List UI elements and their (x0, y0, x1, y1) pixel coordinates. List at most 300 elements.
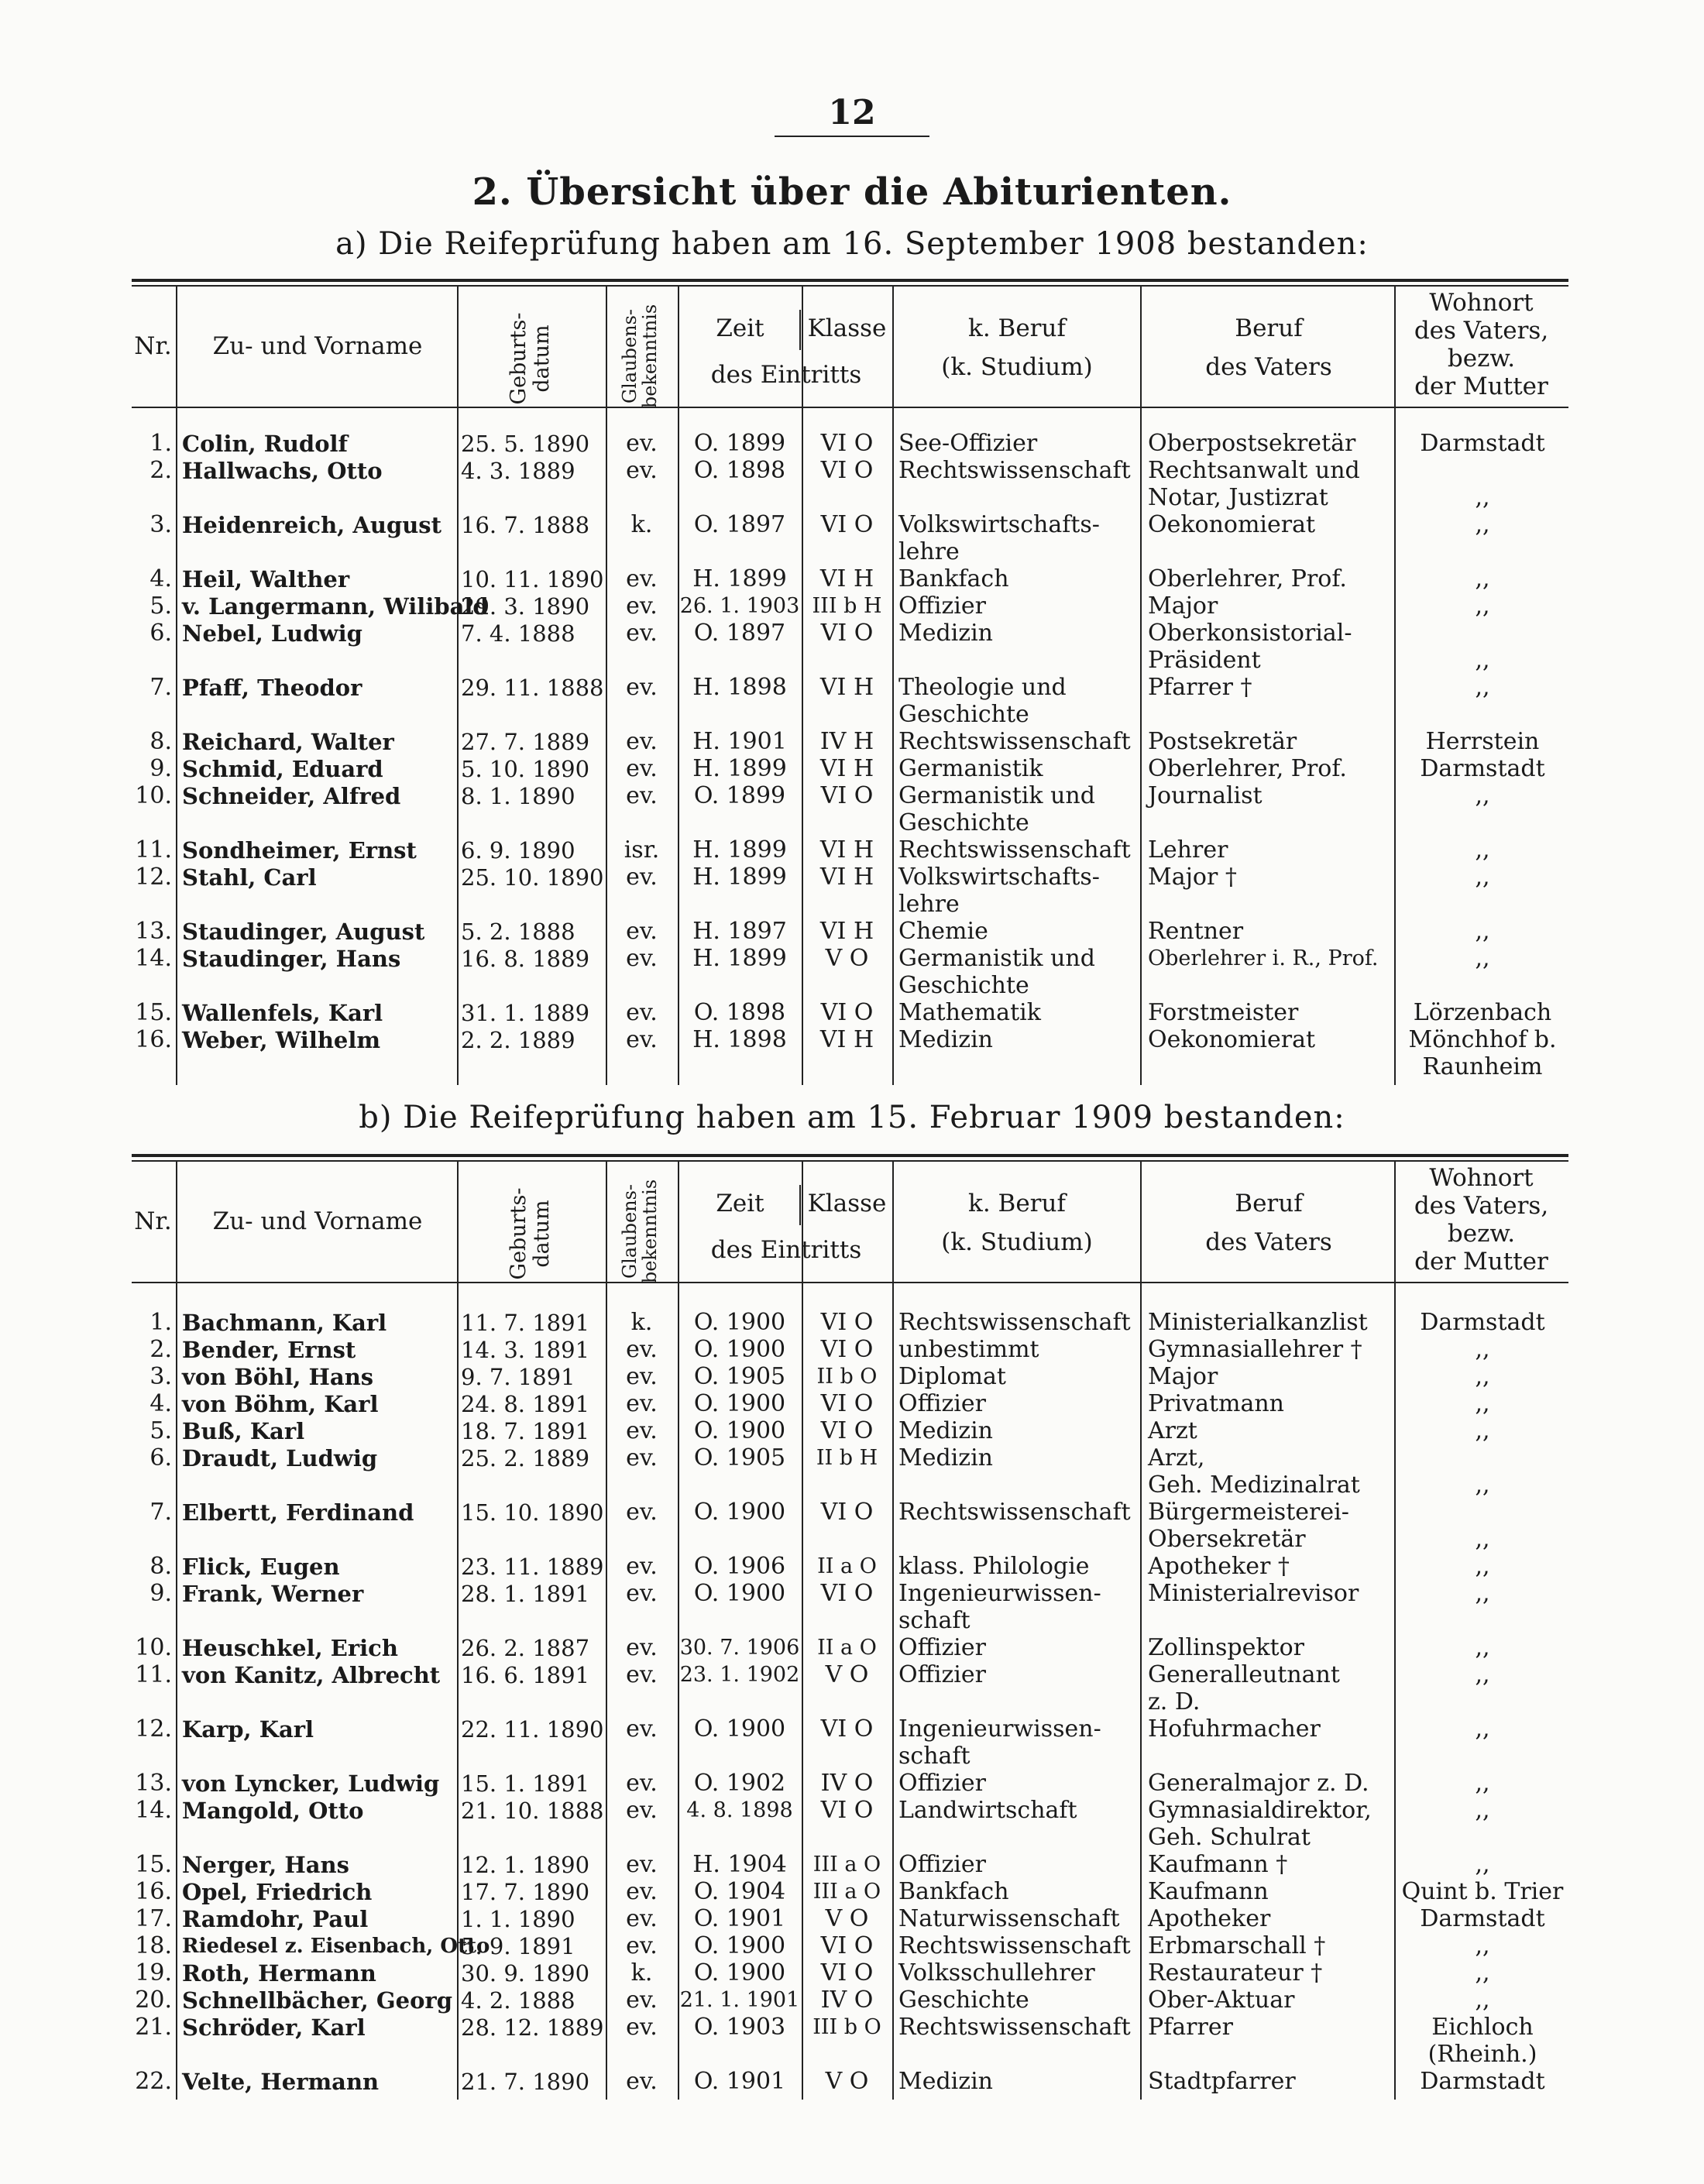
table-b-row-birth: 26. 2. 1887 (461, 1635, 590, 1661)
table-b-row-name: Bachmann, Karl (182, 1310, 387, 1336)
table-b-row-vater: Ober-Aktuar (1148, 1987, 1295, 2014)
table-a-col-line (892, 287, 894, 1085)
table-a-row-conf: ev. (626, 918, 658, 945)
table-b-row-birth: 22. 11. 1890 (461, 1716, 604, 1743)
table-b-row-wohn: Darmstadt (1420, 2068, 1545, 2095)
table-a-row-birth: 31. 1. 1889 (461, 1000, 590, 1026)
table-b-row-name: von Kanitz, Albrecht (182, 1662, 441, 1688)
table-b-row-beruf: schaft (898, 1743, 971, 1770)
table-b-row-zeit: O. 1900 (693, 1336, 786, 1363)
table-b-row-zeit: 23. 1. 1902 (679, 1663, 800, 1687)
table-b-row-beruf: Offizier (898, 1390, 986, 1417)
table-b-header-vater-2: des Vaters (1205, 1228, 1332, 1256)
table-b-row-name: Heuschkel, Erich (182, 1635, 398, 1661)
table-a-row-birth: 27. 7. 1889 (461, 729, 590, 755)
table-b-row-zeit: O. 1905 (693, 1444, 786, 1471)
table-a-row-nr: 15. (135, 999, 172, 1026)
table-b-row-zeit: O. 1900 (693, 1309, 786, 1336)
table-b-row-klasse: VI O (820, 1959, 874, 1987)
table-a-row-beruf: Rechtswissenschaft (898, 457, 1131, 484)
table-a-row-zeit: O. 1897 (693, 511, 786, 538)
table-b-header-vater-1: Beruf (1235, 1190, 1303, 1217)
table-a-row-conf: ev. (626, 945, 658, 972)
table-a-row-conf: ev. (626, 565, 658, 592)
table-a-row-zeit: O. 1897 (693, 620, 786, 647)
table-a-row-zeit: H. 1899 (692, 864, 787, 891)
table-a-row-name: Schmid, Eduard (182, 756, 383, 782)
table-a-row-nr: 6. (149, 620, 172, 647)
table-a-header-beruf-2: (k. Studium) (941, 353, 1093, 381)
table-b-row-conf: ev. (626, 1715, 658, 1743)
table-b-row-conf: ev. (626, 1336, 658, 1363)
table-a-row-conf: ev. (626, 1026, 658, 1053)
table-b-row-name: Roth, Hermann (182, 1960, 376, 1987)
table-a-row-vater: Journalist (1148, 782, 1263, 809)
table-b-row-birth: 25. 2. 1889 (461, 1445, 590, 1471)
table-b-row-conf: ev. (626, 1580, 658, 1607)
table-a-row-vater: Pfarrer † (1148, 674, 1252, 701)
table-a-row-zeit: H. 1899 (692, 945, 787, 972)
table-a-row-nr: 9. (149, 755, 172, 782)
table-b-row-klasse: II b O (816, 1365, 878, 1389)
table-b-row-vater: Gymnasialdirektor, (1148, 1797, 1372, 1824)
table-b-row-birth: 28. 1. 1891 (461, 1581, 590, 1607)
table-a-row-beruf: Germanistik und (898, 782, 1095, 809)
table-a-row-conf: k. (630, 511, 653, 538)
table-b-row-vater: Privatmann (1148, 1390, 1284, 1417)
table-b-header-rule (132, 1282, 1568, 1283)
table-a-row-zeit: H. 1899 (692, 755, 787, 782)
table-a-row-nr: 7. (149, 674, 172, 701)
table-b-row-zeit: O. 1900 (693, 1932, 786, 1959)
table-b-row-wohn: ,, (1475, 1580, 1490, 1607)
table-b-row-klasse: VI O (820, 1417, 874, 1444)
table-a-header-vater-1: Beruf (1235, 314, 1303, 342)
table-a-row-wohn: Raunheim (1422, 1053, 1543, 1080)
table-a-row-beruf: Medizin (898, 1026, 993, 1053)
table-b-header-birth: Geburts- datum (507, 1187, 554, 1280)
table-b-row-nr: 3. (149, 1363, 172, 1390)
table-a-row-vater: Postsekretär (1148, 728, 1297, 755)
table-b-row-wohn: Darmstadt (1420, 1905, 1545, 1932)
table-b-row-beruf: Ingenieurwissen- (898, 1715, 1101, 1743)
table-b-row-conf: ev. (626, 1390, 658, 1417)
table-b-row-wohn: ,, (1475, 1634, 1490, 1661)
table-b-row-beruf: Geschichte (898, 1987, 1029, 2014)
table-b-row-klasse: III a O (812, 1880, 881, 1904)
table-b-row-name: Draudt, Ludwig (182, 1445, 378, 1471)
table-b-row-wohn: Eichloch (1431, 2014, 1534, 2041)
table-b-row-beruf: Offizier (898, 1770, 986, 1797)
table-b-row-zeit: O. 1903 (693, 2014, 786, 2041)
table-a-row-birth: 5. 10. 1890 (461, 756, 590, 782)
table-b-row-beruf: Medizin (898, 1417, 993, 1444)
table-b-header-zeit-sep (799, 1185, 801, 1225)
table-b-row-name: von Böhl, Hans (182, 1364, 374, 1390)
table-b-row-vater: Erbmarschall † (1148, 1932, 1326, 1959)
table-b-row-klasse: IV O (820, 1770, 874, 1797)
table-a-row-vater: Oekonomierat (1148, 1026, 1316, 1053)
table-b-header-conf: Glaubens- bekenntnis (619, 1179, 661, 1284)
table-b-row-name: Mangold, Otto (182, 1798, 364, 1824)
table-b-row-zeit: O. 1900 (693, 1417, 786, 1444)
table-a-row-zeit: H. 1897 (692, 918, 787, 945)
table-b-row-wohn: ,, (1475, 1390, 1490, 1417)
table-b-row-wohn: ,, (1475, 1336, 1490, 1363)
table-b-row-name: von Böhm, Karl (182, 1391, 379, 1417)
table-b-row-vater: Generalleutnant (1148, 1661, 1340, 1688)
table-b-row-nr: 4. (149, 1390, 172, 1417)
table-b-row-beruf: Bankfach (898, 1878, 1009, 1905)
table-b-row-wohn: ,, (1475, 1959, 1490, 1987)
table-b-row-klasse: VI O (820, 1336, 874, 1363)
table-b-row-klasse: VI O (820, 1309, 874, 1336)
table-a-row-beruf: Chemie (898, 918, 988, 945)
table-a-header-name: Zu- und Vorname (212, 332, 423, 360)
table-a-row-name: Wallenfels, Karl (182, 1000, 383, 1026)
table-a-row-wohn: Mönchhof b. (1408, 1026, 1557, 1053)
table-a-row-vater: Rechtsanwalt und (1148, 457, 1360, 484)
table-b-row-klasse: V O (825, 1661, 869, 1688)
table-b-row-beruf: schaft (898, 1607, 971, 1634)
table-b-row-nr: 13. (135, 1770, 172, 1797)
table-a-header-eintritt: des Eintritts (710, 361, 862, 389)
table-a-row-beruf: lehre (898, 538, 960, 565)
table-b-row-beruf: Ingenieurwissen- (898, 1580, 1101, 1607)
table-b-row-wohn: ,, (1475, 1932, 1490, 1959)
table-b-row-wohn: ,, (1475, 1797, 1490, 1824)
table-a-row-birth: 2. 2. 1889 (461, 1027, 575, 1053)
table-b-row-zeit: O. 1905 (693, 1363, 786, 1390)
table-b-row-birth: 12. 1. 1890 (461, 1852, 590, 1878)
table-a-row-birth: 10. 11. 1890 (461, 566, 604, 592)
table-a-row-nr: 16. (135, 1026, 172, 1053)
table-a-row-birth: 25. 10. 1890 (461, 864, 604, 891)
table-b-row-beruf: Offizier (898, 1851, 986, 1878)
table-b-row-name: Ramdohr, Paul (182, 1906, 369, 1932)
table-b-row-name: Frank, Werner (182, 1581, 364, 1607)
table-b-row-conf: ev. (626, 1987, 658, 2014)
table-b-row-vater: Pfarrer (1148, 2014, 1233, 2041)
table-a-row-nr: 1. (149, 430, 172, 457)
table-a-header-beruf-1: k. Beruf (968, 314, 1066, 342)
table-b-row-zeit: H. 1904 (692, 1851, 787, 1878)
table-a-row-vater: Lehrer (1148, 836, 1228, 864)
table-b-row-zeit: O. 1900 (693, 1499, 786, 1526)
table-b-row-conf: ev. (626, 1363, 658, 1390)
table-a-row-vater: Präsident (1148, 647, 1261, 674)
table-b-row-zeit: O. 1904 (693, 1878, 786, 1905)
table-b-row-klasse: II b H (816, 1446, 878, 1470)
table-b-row-klasse: VI O (820, 1797, 874, 1824)
table-b-row-wohn: ,, (1475, 1770, 1490, 1797)
table-a-row-beruf: Rechtswissenschaft (898, 836, 1131, 864)
table-a-row-beruf: Rechtswissenschaft (898, 728, 1131, 755)
table-b-row-vater: Stadtpfarrer (1148, 2068, 1296, 2095)
table-b-row-klasse: VI O (820, 1390, 874, 1417)
table-b-row-nr: 14. (135, 1797, 172, 1824)
table-a-row-beruf: Geschichte (898, 701, 1029, 728)
table-b-row-nr: 6. (149, 1444, 172, 1471)
table-a-row-wohn: ,, (1475, 674, 1490, 701)
table-a-row-wohn: Lörzenbach (1413, 999, 1552, 1026)
table-a-row-wohn: ,, (1475, 945, 1490, 972)
table-a-row-vater: Oberlehrer, Prof. (1148, 565, 1347, 592)
table-b-row-wohn: ,, (1475, 1471, 1490, 1499)
table-a-row-klasse: III b H (812, 594, 882, 618)
table-a-row-birth: 8. 1. 1890 (461, 783, 575, 809)
table-a-header-zeit: Zeit (716, 314, 764, 342)
table-b-row-nr: 22. (135, 2068, 172, 2095)
table-b-row-name: Schnellbächer, Georg (182, 1987, 452, 2014)
table-b-row-birth: 15. 1. 1891 (461, 1770, 590, 1797)
table-b-row-wohn: ,, (1475, 1661, 1490, 1688)
table-a-header-wohn1: Wohnort (1429, 289, 1534, 317)
table-a-row-conf: ev. (626, 592, 658, 620)
table-b-row-vater: Ministerialrevisor (1148, 1580, 1359, 1607)
table-a-row-klasse: VI O (820, 999, 874, 1026)
table-b-row-birth: 15. 10. 1890 (461, 1499, 604, 1526)
table-b-row-beruf: Naturwissenschaft (898, 1905, 1120, 1932)
table-b-row-beruf: unbestimmt (898, 1336, 1039, 1363)
table-a-row-birth: 7. 4. 1888 (461, 620, 575, 647)
table-b-row-zeit: O. 1900 (693, 1715, 786, 1743)
table-a-row-zeit: H. 1901 (692, 728, 787, 755)
table-a-row-conf: ev. (626, 999, 658, 1026)
table-b-row-birth: 1. 1. 1890 (461, 1906, 575, 1932)
table-a-row-conf: isr. (624, 836, 660, 864)
table-a-row-vater: Oberlehrer i. R., Prof. (1148, 946, 1379, 970)
table-b-row-beruf: Rechtswissenschaft (898, 1309, 1131, 1336)
table-a-row-klasse: IV H (819, 728, 874, 755)
table-a-header-nr: Nr. (134, 332, 172, 360)
table-b-row-nr: 19. (135, 1959, 172, 1987)
table-b-row-conf: ev. (626, 1932, 658, 1959)
table-a-row-beruf: Geschichte (898, 972, 1029, 999)
table-b-row-zeit: O. 1902 (693, 1770, 786, 1797)
table-b-row-klasse: II a O (817, 1636, 877, 1660)
table-a-row-beruf: Mathematik (898, 999, 1041, 1026)
table-b-header-klasse: Klasse (807, 1190, 887, 1217)
table-a-row-birth: 4. 3. 1889 (461, 458, 575, 484)
table-a-header-wohn2: des Vaters, (1414, 317, 1549, 345)
table-b-row-nr: 21. (135, 2014, 172, 2041)
table-a-row-zeit: H. 1899 (692, 565, 787, 592)
table-b-row-birth: 30. 9. 1890 (461, 1960, 590, 1987)
table-b-row-vater: Bürgermeisterei- (1148, 1499, 1349, 1526)
table-a-row-nr: 8. (149, 728, 172, 755)
table-b-row-name: Nerger, Hans (182, 1852, 349, 1878)
table-a-row-zeit: O. 1899 (693, 782, 786, 809)
table-a-row-birth: 5. 2. 1888 (461, 919, 575, 945)
table-a-row-zeit: H. 1898 (692, 674, 787, 701)
page-title: 2. Übersicht über die Abiturienten. (472, 170, 1232, 214)
table-b-row-beruf: Offizier (898, 1634, 986, 1661)
table-b-row-conf: ev. (626, 1417, 658, 1444)
table-a-top-rule (132, 279, 1568, 282)
table-b-row-zeit: O. 1900 (693, 1580, 786, 1607)
table-b-header-wohn3: bezw. (1447, 1220, 1516, 1248)
table-a-col-line (457, 287, 459, 1085)
table-a-row-klasse: VI O (820, 457, 874, 484)
table-b-header-zeit: Zeit (716, 1190, 764, 1217)
table-b-row-nr: 17. (135, 1905, 172, 1932)
table-b-row-vater: Arzt, (1148, 1444, 1205, 1471)
table-b-row-beruf: Rechtswissenschaft (898, 1932, 1131, 1959)
table-b-row-name: Riedesel z. Eisenbach, Otto (182, 1935, 490, 1958)
table-b-row-birth: 28. 12. 1889 (461, 2014, 604, 2041)
table-b-row-nr: 20. (135, 1987, 172, 2014)
table-a-row-name: Colin, Rudolf (182, 431, 349, 457)
table-a-row-klasse: VI H (819, 1026, 874, 1053)
table-b-row-wohn: ,, (1475, 1417, 1490, 1444)
table-a-row-birth: 25. 5. 1890 (461, 431, 590, 457)
table-b-row-klasse: VI O (820, 1932, 874, 1959)
table-a-row-klasse: VI H (819, 918, 874, 945)
table-a-row-name: Reichard, Walter (182, 729, 394, 755)
page-number: 12 (775, 93, 929, 137)
table-b-row-vater: Ministerialkanzlist (1148, 1309, 1368, 1336)
table-a-row-name: Schneider, Alfred (182, 783, 401, 809)
table-a-row-conf: ev. (626, 430, 658, 457)
table-a-row-zeit: O. 1898 (693, 999, 786, 1026)
table-a-row-zeit: H. 1898 (692, 1026, 787, 1053)
table-b-row-klasse: VI O (820, 1715, 874, 1743)
table-a-row-nr: 2. (149, 457, 172, 484)
table-b-header-wohn4: der Mutter (1414, 1248, 1548, 1276)
table-a-row-nr: 4. (149, 565, 172, 592)
table-b-row-nr: 10. (135, 1634, 172, 1661)
table-a-row-klasse: VI O (820, 620, 874, 647)
table-a-row-conf: ev. (626, 457, 658, 484)
table-b-row-zeit: O. 1901 (693, 2068, 786, 2095)
table-b-row-nr: 2. (149, 1336, 172, 1363)
table-b-row-birth: 16. 6. 1891 (461, 1662, 590, 1688)
table-b-row-birth: 17. 7. 1890 (461, 1879, 590, 1905)
table-a-row-klasse: VI O (820, 430, 874, 457)
table-a-row-birth: 16. 8. 1889 (461, 946, 590, 972)
table-a-row-nr: 12. (135, 864, 172, 891)
table-b-row-name: Flick, Eugen (182, 1554, 340, 1580)
table-b-row-vater: Restaurateur † (1148, 1959, 1323, 1987)
table-a-row-vater: Notar, Justizrat (1148, 484, 1328, 511)
table-b-row-klasse: II a O (817, 1554, 877, 1578)
table-a-row-wohn: ,, (1475, 918, 1490, 945)
table-a-row-beruf: Geschichte (898, 809, 1029, 836)
table-a-row-klasse: VI H (819, 755, 874, 782)
table-a-row-beruf: Volkswirtschafts- (898, 511, 1100, 538)
table-b-row-nr: 12. (135, 1715, 172, 1743)
table-b-row-conf: ev. (626, 1797, 658, 1824)
table-b-row-beruf: Medizin (898, 1444, 993, 1471)
table-b-row-klasse: IV O (820, 1987, 874, 2014)
table-b-col-line (1394, 1162, 1396, 2100)
table-b-row-birth: 9. 7. 1891 (461, 1364, 575, 1390)
table-b-row-beruf: Volksschullehrer (898, 1959, 1095, 1987)
table-b-row-nr: 9. (149, 1580, 172, 1607)
table-a-row-vater: Major † (1148, 864, 1237, 891)
table-b-row-nr: 18. (135, 1932, 172, 1959)
table-a-row-klasse: VI O (820, 782, 874, 809)
table-b-row-vater: Hofuhrmacher (1148, 1715, 1321, 1743)
table-b-row-beruf: Offizier (898, 1661, 986, 1688)
table-a-row-conf: ev. (626, 620, 658, 647)
table-b-row-vater: Generalmajor z. D. (1148, 1770, 1369, 1797)
table-b-row-zeit: 4. 8. 1898 (686, 1798, 793, 1822)
table-a-row-zeit: 26. 1. 1903 (679, 594, 800, 618)
table-a-row-name: Nebel, Ludwig (182, 620, 362, 647)
table-b-row-name: Karp, Karl (182, 1716, 314, 1743)
table-a-header-zeit-sep (799, 310, 801, 350)
table-a-row-wohn: ,, (1475, 592, 1490, 620)
table-a-row-klasse: VI H (819, 565, 874, 592)
table-b-row-klasse: III a O (812, 1853, 881, 1877)
table-a-row-nr: 5. (149, 592, 172, 620)
table-b-row-zeit: O. 1900 (693, 1959, 786, 1987)
table-b-row-conf: ev. (626, 1444, 658, 1471)
table-b-row-beruf: Landwirtschaft (898, 1797, 1077, 1824)
table-b-row-birth: 14. 3. 1891 (461, 1337, 590, 1363)
table-a-row-wohn: ,, (1475, 511, 1490, 538)
table-a-row-beruf: Germanistik und (898, 945, 1095, 972)
table-b-row-nr: 8. (149, 1553, 172, 1580)
table-a-row-klasse: VI H (819, 674, 874, 701)
table-a-row-nr: 14. (135, 945, 172, 972)
table-b-row-zeit: O. 1901 (693, 1905, 786, 1932)
table-b-row-beruf: Rechtswissenschaft (898, 2014, 1131, 2041)
table-b-row-conf: ev. (626, 1770, 658, 1797)
table-b-row-wohn: ,, (1475, 1987, 1490, 2014)
table-a-row-beruf: Offizier (898, 592, 986, 620)
table-b-row-birth: 5. 9. 1891 (461, 1933, 575, 1959)
section-a-title: a) Die Reifeprüfung haben am 16. September 1908 bestanden: (335, 226, 1369, 262)
table-a-header-wohn4: der Mutter (1414, 373, 1548, 400)
table-b-col-line (892, 1162, 894, 2100)
table-a-row-wohn: Darmstadt (1420, 755, 1545, 782)
table-b-row-birth: 21. 7. 1890 (461, 2069, 590, 2095)
table-b-row-conf: k. (630, 1309, 653, 1336)
table-a-col-line (176, 287, 177, 1085)
table-b-row-birth: 18. 7. 1891 (461, 1418, 590, 1444)
table-a-header-klasse: Klasse (807, 314, 887, 342)
table-a-row-wohn: Herrstein (1425, 728, 1540, 755)
table-b-row-conf: k. (630, 1959, 653, 1987)
table-b-row-wohn: (Rheinh.) (1427, 2041, 1537, 2068)
table-a-row-wohn: ,, (1475, 864, 1490, 891)
table-a-row-vater: Oberpostsekretär (1148, 430, 1356, 457)
table-b-row-vater: Apotheker † (1148, 1553, 1290, 1580)
table-a-row-wohn: ,, (1475, 565, 1490, 592)
table-b-row-nr: 16. (135, 1878, 172, 1905)
table-b-row-klasse: VI O (820, 1499, 874, 1526)
table-a-top-rule-2 (132, 285, 1568, 287)
table-a-row-conf: ev. (626, 674, 658, 701)
table-b-row-wohn: Darmstadt (1420, 1309, 1545, 1336)
table-a-row-vater: Forstmeister (1148, 999, 1299, 1026)
table-b-row-name: Schröder, Karl (182, 2014, 366, 2041)
table-a-row-zeit: O. 1899 (693, 430, 786, 457)
table-b-row-nr: 5. (149, 1417, 172, 1444)
table-b-row-zeit: 30. 7. 1906 (679, 1636, 800, 1660)
table-b-header-wohn2: des Vaters, (1414, 1192, 1549, 1220)
table-a-row-name: Staudinger, August (182, 919, 425, 945)
table-a-row-name: Weber, Wilhelm (182, 1027, 381, 1053)
table-a-row-nr: 3. (149, 511, 172, 538)
table-b-row-vater: Obersekretär (1148, 1526, 1306, 1553)
table-a-row-birth: 6. 9. 1890 (461, 837, 575, 864)
table-a-row-birth: 29. 3. 1890 (461, 593, 590, 620)
table-a-header-conf: Glaubens- bekenntnis (619, 304, 661, 409)
